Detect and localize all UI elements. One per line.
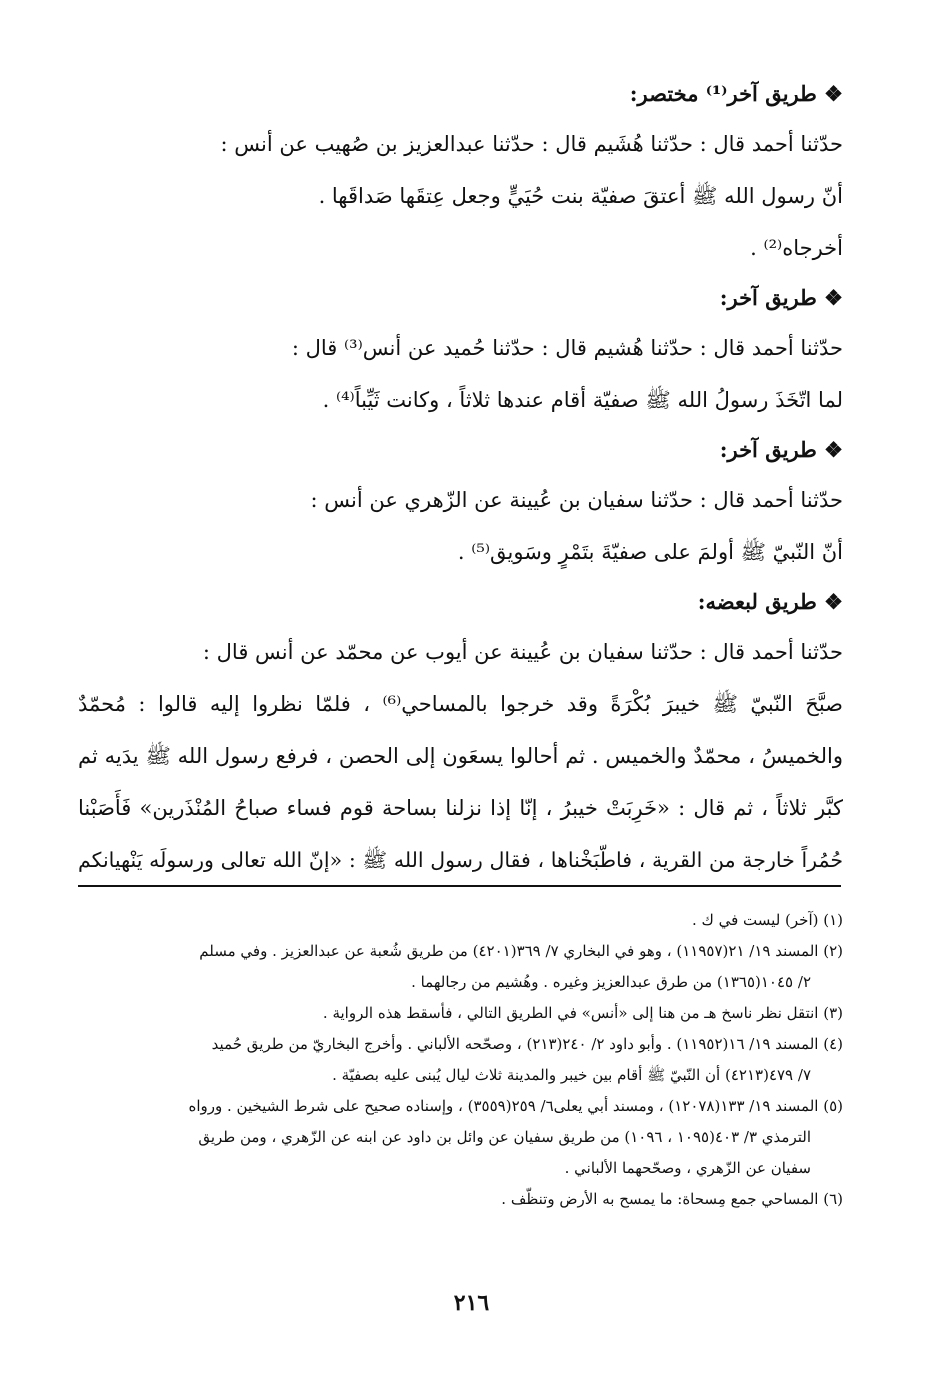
footnote-line: (٢) المسند ١٩/ ٢١(١١٩٥٧) ، وهو في البخاري ٧/ ٣٦٩(٤٢٠١) من طريق شُعبة عن عبدالعزيز . وفي مسلم <box>199 942 843 960</box>
footnote <box>78 1029 843 1091</box>
section-heading: ❖ طريق آخر: <box>719 285 843 310</box>
section-heading: ❖ طريق لبعضه: <box>697 589 843 614</box>
text-line: حدّثنا أحمد قال : حدّثنا هُشَيم قال : حدّثنا عبدالعزيز بن صُهيب عن أنس : <box>220 132 843 156</box>
footnote-line: ٢/ ١٠٤٥(١٣٦٥) من طرق عبدالعزيز وغيره . وهُشيم من رجالهما . <box>411 973 811 991</box>
footnote-line: ٧/ ٤٧٩(٤٢١٣) أن النّبيّ ﷺ أقام بين خيبر والمدينة ثلاث ليال يُبنى عليه بصفيّة . <box>332 1066 811 1084</box>
footnote <box>78 936 843 998</box>
footnote <box>78 1091 843 1184</box>
text-line: حدّثنا أحمد قال : حدّثنا سفيان بن عُيينة عن أيوب عن محمّد عن أنس قال : <box>202 640 843 664</box>
footnote <box>78 1184 843 1215</box>
section <box>78 274 843 426</box>
footnote-line: (٣) انتقل نظر ناسخ هـ من هنا إلى «أنس» في الطريق التالي ، فأسقط هذه الرواية . <box>322 1004 843 1022</box>
page-number: ٢١٦ <box>453 1290 490 1316</box>
footnote <box>78 998 843 1029</box>
footnote-line: الترمذي ٣/ ٤٠٣(١٠٩٥ ، ١٠٩٦) من طريق سفيان عن وائل بن داود عن ابنه عن الزّهري ، ومن طريق <box>198 1128 811 1146</box>
paragraph-line: كبَّر ثلاثاً ، ثم قال : «خَرِبَتْ خيبرُ ، إنّا إذا نزلنا بساحة قوم فساء صباحُ المُنْذَرين» فَأَصَبْنا <box>78 796 843 820</box>
footnote-line: (٦) المساحي جمع مِسحاة: ما يمسح به الأرض وتنظّف . <box>501 1190 843 1208</box>
section <box>78 426 843 578</box>
paragraph-line: صبَّحَ النّبيّ ﷺ خيبرَ بُكْرَةً وقد خرجوا بالمساحي⁽⁶⁾ ، فلمّا نظروا إليه قالوا : مُحمّدٌ <box>78 692 844 716</box>
footnote-line: (٤) المسند ١٩/ ١٦(١١٩٥٢) . وأبو داود ٢/ ٢٤٠(٢١٣) ، وصحّحه الألباني . وأخرج البخاريّ من طريق حُميد <box>211 1035 843 1053</box>
footnote <box>78 905 843 936</box>
section-heading: ❖ طريق آخر⁽¹⁾ مختصر: <box>629 81 843 106</box>
paragraph-line: والخميسُ ، محمّدٌ والخميس . ثم أحالوا يسعَون إلى الحصن ، فرفع رسول الله ﷺ يدَيه ثم <box>78 744 843 768</box>
text-line: لما اتّخَذَ رسولُ الله ﷺ صفيّة أقام عندها ثلاثاً ، وكانت ثَيِّباً⁽⁴⁾ . <box>322 388 843 412</box>
text-line: أنّ النّبيّ ﷺ أولمَ على صفيّةَ بتَمْرٍ وسَويق⁽⁵⁾ . <box>457 540 843 564</box>
section-heading: ❖ طريق آخر: <box>719 437 843 462</box>
footnote-line: سفيان عن الزّهري ، وصحّحهما الألباني . <box>564 1159 811 1177</box>
footnote-separator <box>78 885 841 887</box>
footnotes <box>78 905 843 1215</box>
paragraph-line: حُمُراً خارجة من القرية ، فاطّبَخْناها ، فقال رسول الله ﷺ : «إنّ الله تعالى ورسولَه يَنْهيانكم <box>78 848 843 872</box>
text-line: حدّثنا أحمد قال : حدّثنا سفيان بن عُيينة عن الزّهري عن أنس : <box>310 488 843 512</box>
hadith-paragraph <box>78 678 843 886</box>
text-line: أخرجاه⁽²⁾ . <box>750 236 843 260</box>
main-text <box>78 70 843 886</box>
text-line: أنّ رسول الله ﷺ أعتقَ صفيّة بنت حُيَيٍّ وجعل عِتقَها صَداقَها . <box>318 184 843 208</box>
text-line: حدّثنا أحمد قال : حدّثنا هُشيم قال : حدّثنا حُميد عن أنس⁽³⁾ قال : <box>291 336 843 360</box>
footnote-line: (٥) المسند ١٩/ ١٣٣(١٢٠٧٨) ، ومسند أبي يعلى٦/ ٢٥٩(٣٥٥٩) ، وإسناده صحيح على شرط الشيخين . ورواه <box>188 1097 843 1115</box>
footnote-line: (١) (آخر) ليست في ك . <box>691 911 843 929</box>
section <box>78 578 843 886</box>
section <box>78 70 843 274</box>
